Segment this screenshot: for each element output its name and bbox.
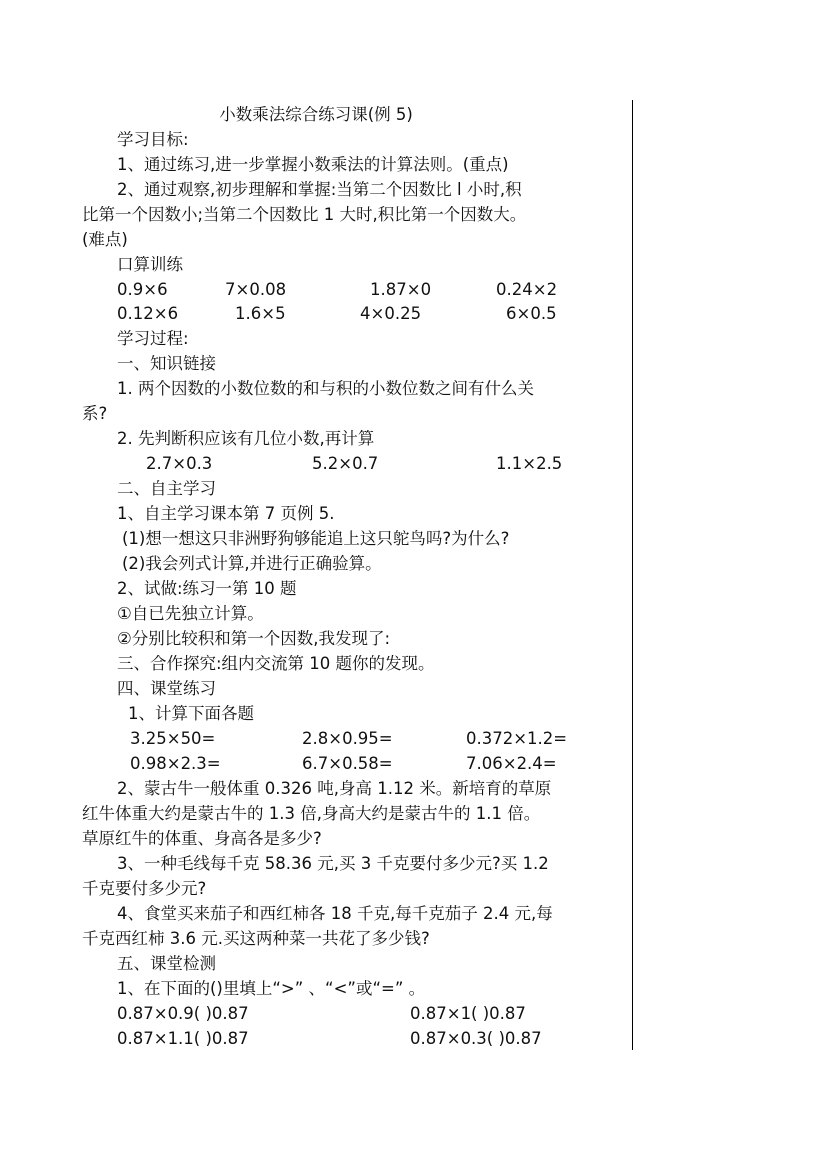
self-study-2b: ②分别比较积和第一个因数,我发现了:	[117, 629, 391, 648]
question-1-line-2: 系?	[82, 404, 108, 423]
compare-row-2	[0, 1027, 630, 1051]
practice-2-line-3: 草原红牛的体重、身高各是多少?	[82, 829, 322, 848]
goal-2-line-3: (难点)	[82, 230, 128, 249]
compare-item: 0.87×0.9( )0.87	[117, 1004, 249, 1023]
calc-item: 7.06×2.4=	[466, 754, 557, 773]
oral-item: 0.9×6	[117, 280, 168, 299]
oral-item: 0.24×2	[496, 280, 558, 299]
oral-item: 1.6×5	[235, 304, 286, 323]
question-1-line-1: 1. 两个因数的小数位数的和与积的小数位数之间有什么关	[117, 379, 534, 398]
calc-row-2	[0, 752, 630, 776]
practice-1: 1、计算下面各题	[128, 704, 254, 723]
oral-item: 0.12×6	[117, 304, 179, 323]
goals-heading: 学习目标:	[117, 130, 189, 149]
oral-item: 7×0.08	[225, 280, 287, 299]
practice-2-line-2: 红牛体重大约是蒙古牛的 1.3 倍,身高大约是蒙古牛的 1.1 倍。	[82, 804, 541, 823]
compare-item: 0.87×1.1( )0.87	[117, 1029, 249, 1048]
practice-3-line-2: 千克要付多少元?	[82, 879, 207, 898]
calc-item: 6.7×0.58=	[302, 754, 393, 773]
oral-item: 4×0.25	[360, 304, 422, 323]
section-4-heading: 四、课堂练习	[117, 679, 216, 698]
compare-item: 0.87×0.3( )0.87	[410, 1029, 542, 1048]
goal-2-line-2: 比第一个因数小;当第二个因数比 1 大时,积比第一个因数大。	[82, 205, 527, 224]
calc-item: 5.2×0.7	[312, 454, 379, 473]
oral-row-1	[0, 278, 630, 302]
section-1-heading: 一、知识链接	[117, 354, 216, 373]
self-study-1: 1、自主学习课本第 7 页例 5.	[117, 504, 335, 523]
self-study-1a: (1)想一想这只非洲野狗够能追上这只鸵鸟吗?为什么?	[122, 529, 510, 548]
process-heading: 学习过程:	[117, 329, 189, 348]
calc-item: 2.7×0.3	[146, 454, 213, 473]
calc-item: 1.1×2.5	[496, 454, 563, 473]
question-2: 2. 先判断积应该有几位小数,再计算	[117, 429, 375, 448]
calc-item: 0.372×1.2=	[466, 729, 568, 748]
self-study-2a: ①自已先独立计算。	[117, 604, 264, 623]
section-3-heading: 三、合作探究:组内交流第 10 题你的发现。	[117, 654, 435, 673]
goal-1: 1、通过练习,进一步掌握小数乘法的计算法则。(重点)	[117, 155, 509, 174]
question-2-row	[0, 452, 630, 476]
calc-row-1	[0, 727, 630, 751]
section-2-heading: 二、自主学习	[117, 479, 216, 498]
self-study-1b: (2)我会列式计算,并进行正确验算。	[122, 554, 382, 573]
oral-item: 1.87×0	[370, 280, 432, 299]
goal-2-line-1: 2、通过观察,初步理解和掌握:当第二个因数比 l 小时,积	[117, 180, 522, 199]
practice-2-line-1: 2、蒙古牛一般体重 0.326 吨,身高 1.12 米。新培育的草原	[117, 779, 552, 798]
self-study-2: 2、试做:练习一第 10 题	[117, 579, 297, 598]
calc-item: 0.98×2.3=	[130, 754, 221, 773]
right-margin-rule	[632, 100, 633, 1050]
section-5-heading: 五、课堂检测	[117, 954, 216, 973]
practice-3-line-1: 3、一种毛线每千克 58.36 元,买 3 千克要付多少元?买 1.2	[117, 854, 549, 873]
oral-row-2	[0, 302, 630, 326]
page-title: 小数乘法综合练习课(例 5)	[219, 105, 413, 124]
oral-heading: 口算训练	[117, 255, 183, 274]
calc-item: 2.8×0.95=	[302, 729, 393, 748]
compare-item: 0.87×1( )0.87	[410, 1004, 526, 1023]
practice-4-line-2: 千克西红柿 3.6 元.买这两种菜一共花了多少钱?	[82, 929, 430, 948]
oral-item: 6×0.5	[506, 304, 557, 323]
test-1: 1、在下面的()里填上“>” 、“<”或“=” 。	[117, 979, 426, 998]
compare-row-1	[0, 1002, 630, 1026]
calc-item: 3.25×50=	[130, 729, 216, 748]
practice-4-line-1: 4、食堂买来茄子和西红柿各 18 千克,每千克茄子 2.4 元,每	[117, 904, 553, 923]
